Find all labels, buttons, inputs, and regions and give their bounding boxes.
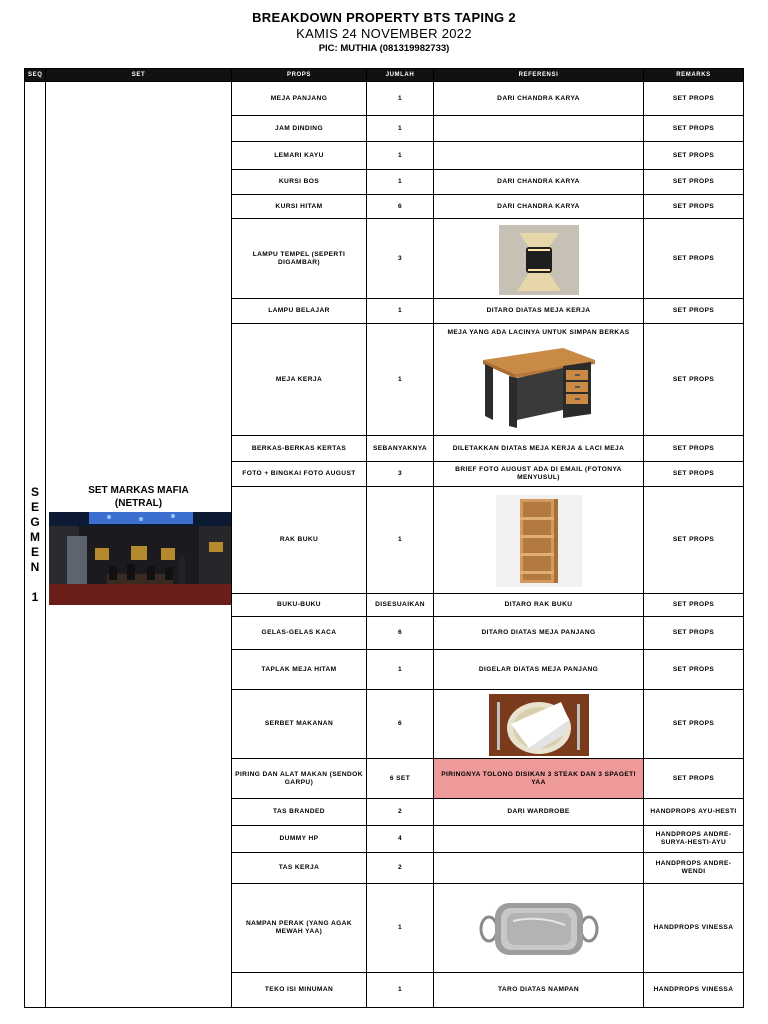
silver-tray-image bbox=[479, 889, 599, 969]
cell-jumlah: 3 bbox=[367, 462, 434, 487]
cell-remarks: SET PROPS bbox=[644, 116, 744, 142]
cell-remarks: SET PROPS bbox=[644, 617, 744, 650]
col-header-remarks: REMARKS bbox=[644, 69, 744, 82]
cell-props: MEJA PANJANG bbox=[232, 82, 367, 116]
cell-props: SERBET MAKANAN bbox=[232, 690, 367, 759]
cell-props: JAM DINDING bbox=[232, 116, 367, 142]
cell-remarks: HANDPROPS AYU-HESTI bbox=[644, 799, 744, 826]
cell-jumlah: DISESUAIKAN bbox=[367, 594, 434, 617]
cell-referensi bbox=[434, 826, 644, 853]
table-header-row bbox=[25, 69, 744, 82]
cell-jumlah: 6 SET bbox=[367, 759, 434, 799]
mafia-room-photo bbox=[49, 512, 232, 605]
cell-jumlah: 1 bbox=[367, 142, 434, 170]
wall-lamp-image bbox=[499, 225, 579, 295]
cell-remarks: SET PROPS bbox=[644, 324, 744, 436]
cell-remarks: SET PROPS bbox=[644, 690, 744, 759]
cell-props: TAS KERJA bbox=[232, 853, 367, 884]
desk-note: MEJA YANG ADA LACINYA UNTUK SIMPAN BERKAS bbox=[447, 328, 630, 336]
col-header-jumlah: JUMLAH bbox=[367, 69, 434, 82]
cell-remarks: SET PROPS bbox=[644, 462, 744, 487]
cell-remarks: SET PROPS bbox=[644, 219, 744, 299]
cell-referensi: BRIEF FOTO AUGUST ADA DI EMAIL (FOTONYA MENYUSUL) bbox=[434, 462, 644, 487]
cell-jumlah: 1 bbox=[367, 650, 434, 690]
cell-remarks: HANDPROPS ANDRE-WENDI bbox=[644, 853, 744, 884]
cell-referensi bbox=[434, 142, 644, 170]
cell-referensi bbox=[434, 853, 644, 884]
cell-remarks: SET PROPS bbox=[644, 299, 744, 324]
cell-jumlah: 1 bbox=[367, 299, 434, 324]
cell-referensi bbox=[434, 116, 644, 142]
cell-props: LEMARI KAYU bbox=[232, 142, 367, 170]
cell-referensi bbox=[434, 690, 644, 759]
document-title: BREAKDOWN PROPERTY BTS TAPING 2 bbox=[252, 10, 516, 25]
cell-jumlah: 1 bbox=[367, 487, 434, 594]
col-header-props: PROPS bbox=[232, 69, 367, 82]
cell-referensi bbox=[434, 219, 644, 299]
cell-props: KURSI BOS bbox=[232, 170, 367, 195]
cell-props: MEJA KERJA bbox=[232, 324, 367, 436]
cell-referensi: DITARO DIATAS MEJA PANJANG bbox=[434, 617, 644, 650]
set-subtitle: (NETRAL) bbox=[114, 498, 163, 509]
cell-referensi: TARO DIATAS NAMPAN bbox=[434, 973, 644, 1008]
cell-props: LAMPU BELAJAR bbox=[232, 299, 367, 324]
cell-props: LAMPU TEMPEL (SEPERTI DIGAMBAR) bbox=[232, 219, 367, 299]
cell-referensi: DARI CHANDRA KARYA bbox=[434, 195, 644, 219]
cell-jumlah: 1 bbox=[367, 324, 434, 436]
cell-remarks: SET PROPS bbox=[644, 170, 744, 195]
cell-referensi: DIGELAR DIATAS MEJA PANJANG bbox=[434, 650, 644, 690]
document-pic: PIC: MUTHIA (081319982733) bbox=[318, 43, 450, 54]
cell-referensi: DITARO RAK BUKU bbox=[434, 594, 644, 617]
col-header-set: SET bbox=[46, 69, 232, 82]
cell-props: BERKAS-BERKAS KERTAS bbox=[232, 436, 367, 462]
bookshelf-image bbox=[496, 495, 582, 587]
set-title: SET MARKAS MAFIA bbox=[88, 485, 189, 496]
cell-remarks: SET PROPS bbox=[644, 142, 744, 170]
cell-remarks: SET PROPS bbox=[644, 594, 744, 617]
table-row bbox=[25, 82, 744, 116]
cell-remarks: SET PROPS bbox=[644, 487, 744, 594]
cell-jumlah: 2 bbox=[367, 853, 434, 884]
cell-props: TAPLAK MEJA HITAM bbox=[232, 650, 367, 690]
cell-jumlah: 2 bbox=[367, 799, 434, 826]
cell-props: TAS BRANDED bbox=[232, 799, 367, 826]
cell-referensi: DARI WARDROBE bbox=[434, 799, 644, 826]
cell-props: GELAS-GELAS KACA bbox=[232, 617, 367, 650]
cell-jumlah: 4 bbox=[367, 826, 434, 853]
cell-jumlah: 6 bbox=[367, 195, 434, 219]
cell-referensi: DARI CHANDRA KARYA bbox=[434, 170, 644, 195]
cell-referensi: DITARO DIATAS MEJA KERJA bbox=[434, 299, 644, 324]
cell-referensi: DILETAKKAN DIATAS MEJA KERJA & LACI MEJA bbox=[434, 436, 644, 462]
office-desk-image bbox=[479, 338, 599, 430]
cell-jumlah: 1 bbox=[367, 973, 434, 1008]
document-date: KAMIS 24 NOVEMBER 2022 bbox=[296, 26, 472, 41]
cell-jumlah: 6 bbox=[367, 617, 434, 650]
cell-remarks: SET PROPS bbox=[644, 650, 744, 690]
cell-remarks: HANDPROPS VINESSA bbox=[644, 884, 744, 973]
segment-label: S E G M E N 1 bbox=[30, 484, 40, 604]
cell-props: PIRING DAN ALAT MAKAN (SENDOK GARPU) bbox=[232, 759, 367, 799]
cell-remarks: SET PROPS bbox=[644, 759, 744, 799]
cell-props: TEKO ISI MINUMAN bbox=[232, 973, 367, 1008]
cell-remarks: HANDPROPS VINESSA bbox=[644, 973, 744, 1008]
cell-props: NAMPAN PERAK (YANG AGAK MEWAH YAA) bbox=[232, 884, 367, 973]
napkin-plate-image bbox=[489, 694, 589, 756]
cell-jumlah: 3 bbox=[367, 219, 434, 299]
cell-jumlah: SEBANYAKNYA bbox=[367, 436, 434, 462]
property-table bbox=[24, 68, 744, 1008]
cell-props: DUMMY HP bbox=[232, 826, 367, 853]
cell-remarks: SET PROPS bbox=[644, 436, 744, 462]
cell-referensi bbox=[434, 487, 644, 594]
cell-props: RAK BUKU bbox=[232, 487, 367, 594]
cell-referensi bbox=[434, 324, 644, 436]
cell-jumlah: 1 bbox=[367, 170, 434, 195]
cell-jumlah: 1 bbox=[367, 82, 434, 116]
cell-remarks: SET PROPS bbox=[644, 195, 744, 219]
cell-props: KURSI HITAM bbox=[232, 195, 367, 219]
cell-referensi: DARI CHANDRA KARYA bbox=[434, 82, 644, 116]
cell-props: FOTO + BINGKAI FOTO AUGUST bbox=[232, 462, 367, 487]
cell-remarks: HANDPROPS ANDRE-SURYA-HESTI-AYU bbox=[644, 826, 744, 853]
segment-cell bbox=[25, 82, 46, 1008]
cell-jumlah: 6 bbox=[367, 690, 434, 759]
col-header-seq: SEQ bbox=[25, 69, 46, 82]
set-cell bbox=[46, 82, 232, 1008]
cell-jumlah: 1 bbox=[367, 884, 434, 973]
cell-remarks: SET PROPS bbox=[644, 82, 744, 116]
cell-referensi-highlight: PIRINGNYA TOLONG DISIKAN 3 STEAK DAN 3 SPAGETI YAA bbox=[434, 759, 644, 799]
cell-props: BUKU-BUKU bbox=[232, 594, 367, 617]
cell-referensi bbox=[434, 884, 644, 973]
cell-jumlah: 1 bbox=[367, 116, 434, 142]
col-header-referensi: REFERENSI bbox=[434, 69, 644, 82]
